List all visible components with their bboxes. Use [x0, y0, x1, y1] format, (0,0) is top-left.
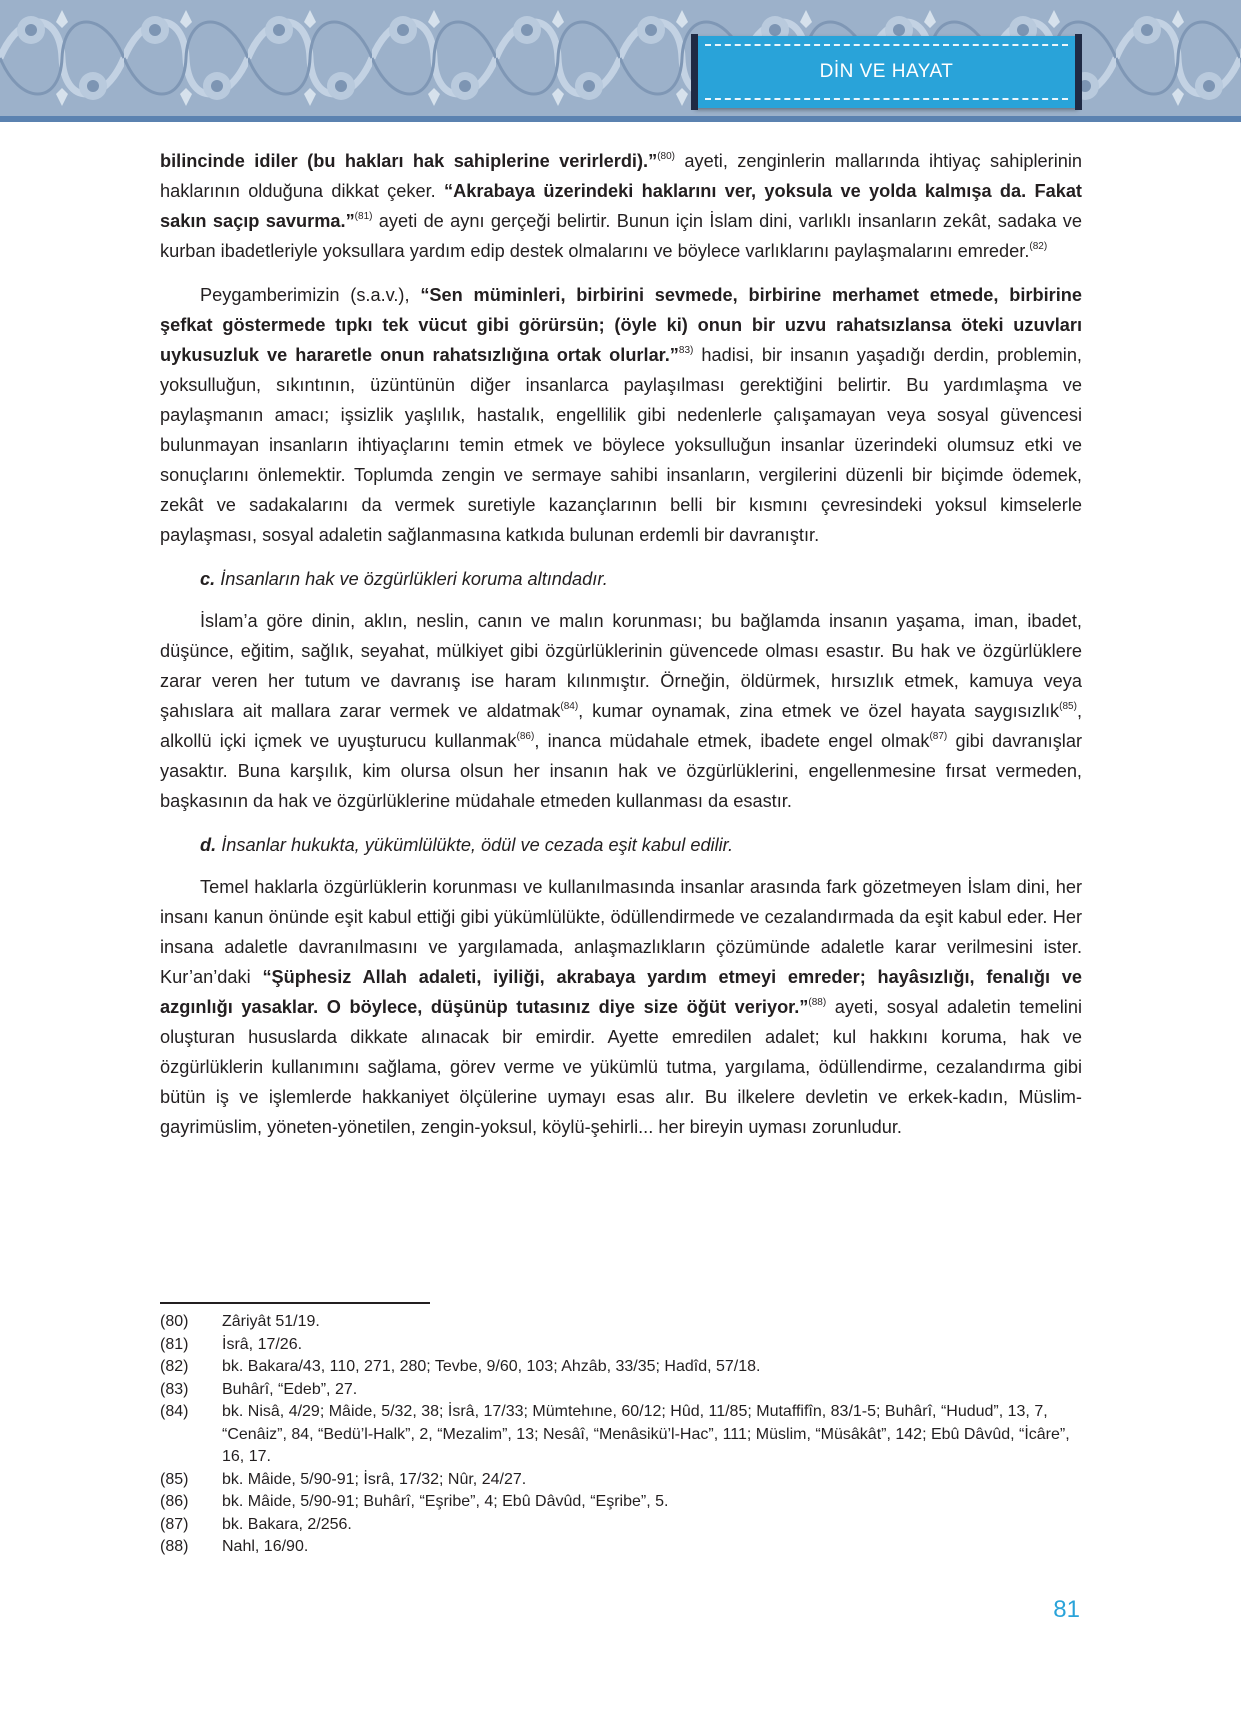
footnote-item: (86) bk. Mâide, 5/90-91; Buhârî, “Eşribe”, 4; Ebû Dâvûd, “Eşribe”, 5.	[160, 1493, 669, 1510]
footnote-item: (83) Buhârî, “Edeb”, 27.	[160, 1380, 358, 1398]
paragraph-4: Temel haklarla özgürlüklerin korunması ve kullanılmasında insanlar arasında fark gözetmeyen İslam dini, her insanı kanun önünde eşit kabul ettiği gibi yükümlülükte, ödüllendirmede ve cezalandırmada da eşit kabul eder. Her insana adaletle davranılmasını ve yargılamada, anlaşmazlıkların çözümünde adaletle karar verilmesini ister. Kur’an’daki “Şüphesiz Allah adaleti, iyiliği, akrabaya yardım etmeyi emreder; hayâsızlığı, fenalığı ve azgınlığı yasaklar. O böylece, düşünüp tutasınız diye size öğüt veriyor.”$^{(88)}$ ayeti, sosyal adaletin temelini oluşturan hususlarda dikkate alınacak bir emirdir. Ayette emredilen adalet; kul hakkını koruma, hak ve özgürlüklerin kullanımını sağlama, görev verme ve yükümlü tutma, yargılama, ödüllendirme, cezalandırma gibi bütün iş ve işlemlerde hakkaniyet ölçülerine uymayı esas alır. Bu ilkelere devletin ve erkek-kadın, Müslim-gayrimüslim, yöneten-yönetilen, zengin-yoksul, köylü-şehirli... her bireyin uyması zorunludur.	[160, 877, 1082, 1137]
section-banner	[695, 36, 1078, 108]
footnote-item: (80) Zâriyât 51/19.	[160, 1313, 320, 1330]
footnote-item: (82) bk. Bakara/43, 110, 271, 280; Tevbe, 9/60, 103; Ahzâb, 33/35; Hadîd, 57/18.	[160, 1358, 761, 1375]
page-number: 81	[1053, 1596, 1080, 1623]
paragraph-2: Peygamberimizin (s.a.v.), “Sen müminleri, birbirini sevmede, birbirine merhamet etmede, birbirine şefkat göstermede tıpkı tek vücut gibi görürsün; (öyle ki) onun bir uzvu rahatsızlansa öteki uzuvları uykusuzluk ve hararetle onun rahatsızlığına ortak olurlar.”$^{83)}$ hadisi, bir insanın yaşadığı derdin, problemin, yoksulluğun, sıkıntının, üzüntünün diğer insanlarca paylaşılması gerektiğini belirtir. Bu yardımlaşma ve paylaşmanın amacı; işsizlik yaşlılık, hastalık, engellilik gibi nedenlerle çalışamayan veya sosyal güvencesi bulunmayan insanların ihtiyaçlarını temin etmek ve böylece yoksulluğun insanlar üzerindeki olumsuz etki ve sonuçlarını önlemektir. Toplumda zengin ve sermaye sahibi insanların, vergilerini düzenli bir biçimde ödemek, zekât ve sadakalarını da vermek suretiyle kazançlarının belli bir kısmını çevresindeki yoksul kimselerle paylaşması, sosyal adaletin sağlanmasına katkıda bulunan erdemli bir davranıştır.	[160, 285, 1082, 545]
header-divider	[0, 116, 1241, 122]
decorative-header	[0, 0, 1241, 116]
section-title: DİN VE HAYAT	[819, 61, 954, 82]
footnote-divider	[160, 1302, 430, 1304]
footnote-item: (88) Nahl, 16/90.	[160, 1538, 309, 1555]
footnote-item: (85) bk. Mâide, 5/90-91; İsrâ, 17/32; Nûr, 24/27.	[160, 1470, 527, 1488]
section-heading-d: d. İnsanlar hukukta, yükümlülükte, ödül ve cezada eşit kabul edilir.	[200, 835, 734, 855]
footnotes	[160, 1311, 1082, 1559]
section-heading-c: c. İnsanların hak ve özgürlükleri koruma altındadır.	[200, 569, 608, 589]
footnote-item: (87) bk. Bakara, 2/256.	[160, 1515, 352, 1533]
main-text	[160, 146, 1082, 1156]
footnote-item: (84) bk. Nisâ, 4/29; Mâide, 5/32, 38; İsrâ, 17/33; Mümtehıne, 60/12; Hûd, 11/85; Mutaffifîn, 83/1-5; Buhârî, “Hudud”, 13, 7, “Cenâiz”, 84, “Bedü’l-Halk”, 2, “Mezalim”, 13; Nesâî, “Menâsikü’l-Hac”, 111; Müslim, “Müsâkât”, 142; Ebû Dâvûd, “İcâre”, 16, 17.	[160, 1403, 1070, 1465]
footnote-item: (81) İsrâ, 17/26.	[160, 1335, 303, 1353]
paragraph-3: İslam’a göre dinin, aklın, neslin, canın ve malın korunması; bu bağlamda insanın yaşama, iman, ibadet, düşünce, eğitim, sağlık, seyahat, mülkiyet gibi özgürlüklerinin güvencede olması esastır. Bu hak ve özgürlüklere zarar veren her tutum ve davranış ise haram kılınmıştır. Örneğin, öldürmek, hırsızlık etmek, kamuya veya şahıslara ait mallara zarar vermek ve aldatmak$^{(84)}$, kumar oynamak, zina etmek ve özel hayata saygısızlık$^{(85)}$, alkollü içki içmek ve uyuşturucu kullanmak$^{(86)}$, inanca müdahale etmek, ibadete engel olmak$^{(87)}$ gibi davranışlar yasaktır. Buna karşılık, kim olursa olsun her insanın hak ve özgürlüklerini, engellenmesine fırsat vermeden, başkasının da hak ve özgürlüklerine müdahale etmeden kullanması da esastır.	[160, 611, 1082, 811]
paragraph-1: bilincinde idiler (bu hakları hak sahiplerine verirlerdi).”$^{(80)}$ ayeti, zenginlerin mallarında ihtiyaç sahiplerinin haklarının olduğuna dikkat çeker. “Akrabaya üzerindeki haklarını ver, yoksula ve yolda kalmışa da. Fakat sakın saçıp savurma.”$^{(81)}$ ayeti de aynı gerçeği belirtir. Bunun için İslam dini, varlıklı insanların zekât, sadaka ve kurban ibadetleriyle yoksullara yardım edip destek olmalarını ve böylece varlıklarını paylaşmalarını emreder.$^{(82)}$	[160, 151, 1083, 261]
